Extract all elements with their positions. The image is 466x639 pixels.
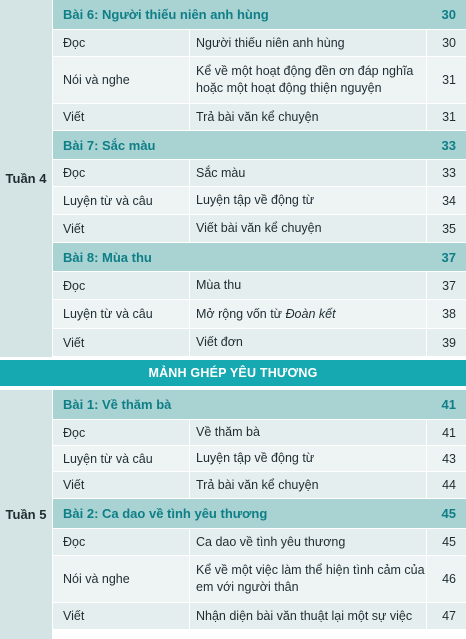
activity-title: Sắc màu — [189, 160, 426, 186]
activity-type: Viết — [63, 478, 85, 492]
table-row[interactable] — [53, 556, 466, 603]
activity-title: Kể về một hoạt động đền ơn đáp nghĩa hoặc một hoạt động thiện nguyện — [189, 57, 426, 103]
activity-type: Đọc — [63, 535, 86, 549]
lesson-row[interactable] — [53, 390, 466, 420]
page-number: 35 — [426, 215, 466, 242]
page-number: 33 — [441, 137, 456, 153]
week-rows — [53, 390, 466, 639]
activity-type: Luyện từ và câu — [63, 307, 153, 321]
table-row[interactable] — [53, 529, 466, 556]
page-number: 45 — [426, 529, 466, 555]
activity-type: Viết — [63, 335, 85, 350]
lesson-title: Bài 8: Mùa thu — [63, 249, 152, 265]
table-row[interactable] — [53, 272, 466, 300]
table-row[interactable] — [53, 30, 466, 57]
table-row[interactable] — [53, 446, 466, 472]
page-number: 44 — [426, 472, 466, 498]
page-number: 46 — [426, 556, 466, 602]
activity-type: Luyện từ và câu — [63, 193, 153, 208]
page-number: 33 — [426, 160, 466, 186]
page-number: 45 — [441, 506, 456, 521]
activity-type: Viết — [63, 609, 85, 623]
week-label: Tuần 5 — [0, 390, 53, 639]
activity-title: Người thiếu niên anh hùng — [189, 30, 426, 56]
section-title: MẢNH GHÉP YÊU THƯƠNG — [148, 366, 318, 380]
page-number: 38 — [426, 300, 466, 328]
section-banner — [0, 360, 466, 386]
table-row[interactable] — [53, 472, 466, 499]
activity-title: Về thăm bà — [189, 420, 426, 445]
lesson-row[interactable] — [53, 131, 466, 160]
activity-title: Luyện tập về động từ — [189, 446, 426, 471]
table-row[interactable] — [53, 329, 466, 357]
lesson-row[interactable] — [53, 243, 466, 272]
activity-title: Mùa thu — [189, 272, 426, 299]
activity-title: Viết đơn — [189, 329, 426, 356]
activity-title: Ca dao về tình yêu thương — [189, 529, 426, 555]
activity-type: Nói và nghe — [63, 572, 130, 586]
activity-type: Luyện từ và câu — [63, 451, 153, 466]
page-number: 34 — [426, 187, 466, 214]
activity-type: Đọc — [63, 278, 86, 293]
activity-title-emphasis: Đoàn kết — [285, 306, 336, 321]
lesson-title: Bài 1: Về thăm bà — [63, 397, 172, 412]
table-row[interactable] — [53, 104, 466, 131]
page-number: 41 — [426, 420, 466, 445]
activity-title: Trả bài văn kể chuyện — [189, 472, 426, 498]
activity-title — [189, 300, 426, 328]
activity-type: Viết — [63, 221, 85, 236]
table-row[interactable] — [53, 300, 466, 329]
activity-title: Viết bài văn kể chuyện — [189, 215, 426, 242]
page-number: 39 — [426, 329, 466, 356]
activity-type: Đọc — [63, 36, 86, 50]
lesson-row[interactable] — [53, 499, 466, 529]
page-number: 30 — [426, 30, 466, 56]
table-row[interactable] — [53, 420, 466, 446]
page-number: 30 — [441, 7, 456, 22]
activity-title: Nhận diện bài văn thuật lại một sự việc — [189, 603, 426, 629]
page-number: 47 — [426, 603, 466, 629]
page-number: 37 — [426, 272, 466, 299]
activity-title-text: Mở rộng vốn từ — [196, 306, 283, 321]
table-row[interactable] — [53, 57, 466, 104]
lesson-row[interactable] — [53, 0, 466, 30]
page-number: 43 — [426, 446, 466, 471]
activity-title: Trả bài văn kể chuyện — [189, 104, 426, 130]
table-row[interactable] — [53, 187, 466, 215]
activity-title: Luyện tập về động từ — [189, 187, 426, 214]
lesson-title: Bài 2: Ca dao về tình yêu thương — [63, 506, 268, 521]
week-rows — [53, 0, 466, 357]
lesson-title: Bài 7: Sắc màu — [63, 137, 156, 153]
week-block-5 — [0, 390, 466, 639]
activity-type: Đọc — [63, 166, 86, 180]
page-number: 31 — [426, 57, 466, 103]
table-row[interactable] — [53, 215, 466, 243]
activity-title: Kể về một việc làm thể hiện tình cảm của em với người thân — [189, 556, 426, 602]
activity-type: Viết — [63, 110, 85, 124]
page-number: 31 — [426, 104, 466, 130]
lesson-title: Bài 6: Người thiếu niên anh hùng — [63, 7, 269, 22]
activity-type: Nói và nghe — [63, 73, 130, 87]
table-row[interactable] — [53, 603, 466, 630]
page-number: 41 — [441, 397, 456, 412]
table-row[interactable] — [53, 160, 466, 187]
activity-type: Đọc — [63, 425, 86, 440]
week-label: Tuần 4 — [0, 0, 53, 357]
page-number: 37 — [441, 249, 456, 265]
